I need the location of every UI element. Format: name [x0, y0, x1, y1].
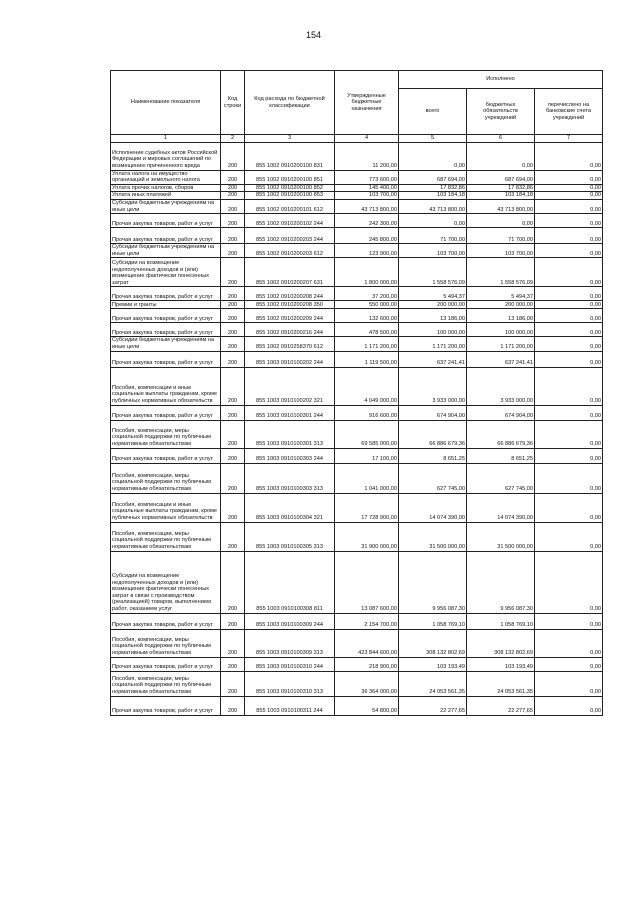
header-row-code: Код строки: [221, 71, 245, 135]
executed-total-cell: 0,00: [399, 214, 467, 228]
executed-obligations-cell: 24 053 561,35: [467, 671, 535, 696]
indicator-name-cell: Субсидии бюджетным учреждениям на иные цели: [111, 244, 221, 258]
executed-total-cell: 627 745,00: [399, 463, 467, 493]
executed-obligations-cell: 17 832,86: [467, 184, 535, 192]
indicator-name-cell: Прочая закупка товаров, работ и услуг: [111, 448, 221, 463]
approved-amount-cell: 11 200,00: [335, 142, 399, 170]
approved-amount-cell: 550 000,00: [335, 301, 399, 309]
indicator-name-cell: Субсидии на возмещение недополученных доходов и (или) возмещение фактически понесенных затрат: [111, 258, 221, 287]
executed-total-cell: 71 700,00: [399, 228, 467, 244]
budget-code-cell: 855 1003 0910100308 811: [245, 551, 335, 613]
executed-total-cell: 5 494,37: [399, 287, 467, 301]
table-row: [111, 522, 603, 551]
budget-code-cell: 855 1002 0910200208 244: [245, 287, 335, 301]
executed-total-cell: 674 904,00: [399, 405, 467, 420]
budget-code-cell: 855 1002 0910200100 851: [245, 170, 335, 184]
indicator-name-cell: Уплата иных платежей: [111, 192, 221, 200]
approved-amount-cell: 43 713 800,00: [335, 199, 399, 213]
column-number: 5: [399, 135, 467, 143]
row-code-cell: 200: [221, 463, 245, 493]
executed-total-cell: 637 241,41: [399, 351, 467, 367]
executed-transferred-cell: 0,00: [535, 337, 603, 351]
table-row: [111, 199, 603, 213]
executed-transferred-cell: 0,00: [535, 142, 603, 170]
table-row: [111, 228, 603, 244]
row-code-cell: 200: [221, 228, 245, 244]
page-number: 154: [305, 30, 322, 40]
executed-obligations-cell: 22 277,65: [467, 696, 535, 715]
executed-obligations-cell: 100 000,00: [467, 323, 535, 337]
executed-transferred-cell: 0,00: [535, 367, 603, 405]
executed-obligations-cell: 627 745,00: [467, 463, 535, 493]
executed-transferred-cell: 0,00: [535, 199, 603, 213]
approved-amount-cell: 103 700,00: [335, 192, 399, 200]
executed-transferred-cell: 0,00: [535, 493, 603, 522]
executed-transferred-cell: 0,00: [535, 463, 603, 493]
row-code-cell: 200: [221, 367, 245, 405]
budget-code-cell: 855 1003 0910100301 244: [245, 405, 335, 420]
row-code-cell: 200: [221, 351, 245, 367]
indicator-name-cell: Субсидии на возмещение недополученных доходов и (или) возмещение фактически понесенных затрат в связи с производством (реализацией) товаров, выполнением работ, оказанием услуг: [111, 551, 221, 613]
table-row: [111, 244, 603, 258]
indicator-name-cell: Прочая закупка товаров, работ и услуг: [111, 228, 221, 244]
column-number: 3: [245, 135, 335, 143]
executed-obligations-cell: 674 904,00: [467, 405, 535, 420]
indicator-name-cell: Прочая закупка товаров, работ и услуг: [111, 613, 221, 629]
executed-total-cell: 103 184,18: [399, 192, 467, 200]
executed-obligations-cell: 9 956 087,30: [467, 551, 535, 613]
row-code-cell: 200: [221, 301, 245, 309]
indicator-name-cell: Уплата налога на имущество организаций и земельного налога: [111, 170, 221, 184]
budget-code-cell: 855 1003 0910100305 313: [245, 522, 335, 551]
executed-obligations-cell: 3 933 000,00: [467, 367, 535, 405]
budget-code-cell: 855 1002 0910258370 612: [245, 337, 335, 351]
indicator-name-cell: Исполнение судебных актов Российской Федерации и мировых соглашений по возмещению причиненного вреда: [111, 142, 221, 170]
row-code-cell: 200: [221, 142, 245, 170]
executed-transferred-cell: 0,00: [535, 228, 603, 244]
row-code-cell: 200: [221, 199, 245, 213]
row-code-cell: 200: [221, 309, 245, 323]
executed-transferred-cell: 0,00: [535, 448, 603, 463]
budget-code-cell: 855 1002 0910200216 244: [245, 323, 335, 337]
executed-transferred-cell: 0,00: [535, 323, 603, 337]
header-transferred: перечислено на банковские счета учреждений: [535, 89, 603, 135]
executed-total-cell: 1 171 200,00: [399, 337, 467, 351]
column-number-row: [111, 135, 603, 143]
executed-transferred-cell: 0,00: [535, 244, 603, 258]
budget-code-cell: 855 1003 0910100202 244: [245, 351, 335, 367]
approved-amount-cell: 1 800 000,00: [335, 258, 399, 287]
table-row: [111, 287, 603, 301]
indicator-name-cell: Прочая закупка товаров, работ и услуг: [111, 309, 221, 323]
executed-obligations-cell: 687 694,00: [467, 170, 535, 184]
table-row: [111, 192, 603, 200]
approved-amount-cell: 54 800,00: [335, 696, 399, 715]
executed-transferred-cell: 0,00: [535, 170, 603, 184]
approved-amount-cell: 17 100,00: [335, 448, 399, 463]
approved-amount-cell: 69 585 000,00: [335, 420, 399, 448]
row-code-cell: 200: [221, 551, 245, 613]
row-code-cell: 200: [221, 323, 245, 337]
executed-total-cell: 200 000,00: [399, 301, 467, 309]
approved-amount-cell: 123 900,00: [335, 244, 399, 258]
column-number: 2: [221, 135, 245, 143]
approved-amount-cell: 1 041 000,00: [335, 463, 399, 493]
executed-total-cell: 9 956 087,30: [399, 551, 467, 613]
column-number: 7: [535, 135, 603, 143]
executed-total-cell: 103 193,49: [399, 657, 467, 671]
row-code-cell: 200: [221, 287, 245, 301]
executed-total-cell: 8 651,25: [399, 448, 467, 463]
executed-obligations-cell: 637 241,41: [467, 351, 535, 367]
table-row: [111, 301, 603, 309]
executed-transferred-cell: 0,00: [535, 184, 603, 192]
approved-amount-cell: 31 900 000,00: [335, 522, 399, 551]
executed-obligations-cell: 200 000,00: [467, 301, 535, 309]
executed-obligations-cell: 103 193,49: [467, 657, 535, 671]
executed-total-cell: 43 713 800,00: [399, 199, 467, 213]
table-row: [111, 170, 603, 184]
table-row: [111, 420, 603, 448]
budget-code-cell: 855 1002 0910200203 244: [245, 228, 335, 244]
budget-code-cell: 855 1002 0910200209 244: [245, 309, 335, 323]
budget-code-cell: 855 1003 0910100301 313: [245, 420, 335, 448]
approved-amount-cell: 1 119 500,00: [335, 351, 399, 367]
executed-transferred-cell: 0,00: [535, 351, 603, 367]
table-row: [111, 551, 603, 613]
executed-transferred-cell: 0,00: [535, 301, 603, 309]
row-code-cell: 200: [221, 657, 245, 671]
executed-transferred-cell: 0,00: [535, 405, 603, 420]
budget-code-cell: 855 1002 0910200102 244: [245, 214, 335, 228]
executed-total-cell: 0,00: [399, 142, 467, 170]
indicator-name-cell: Пособия, компенсации, меры социальной поддержки по публичным нормативным обязательствам: [111, 420, 221, 448]
indicator-name-cell: Уплата прочих налогов, сборов: [111, 184, 221, 192]
executed-obligations-cell: 103 184,18: [467, 192, 535, 200]
header-obligations: бюджетных обязательств учреждений: [467, 89, 535, 135]
executed-obligations-cell: 8 651,25: [467, 448, 535, 463]
table-row: [111, 258, 603, 287]
approved-amount-cell: 2 154 700,00: [335, 613, 399, 629]
approved-amount-cell: 37 200,00: [335, 287, 399, 301]
header-name: Наименование показателя: [111, 71, 221, 135]
indicator-name-cell: Прочая закупка товаров, работ и услуг: [111, 405, 221, 420]
table-row: [111, 657, 603, 671]
column-number: 1: [111, 135, 221, 143]
row-code-cell: 200: [221, 420, 245, 448]
executed-total-cell: 31 500 000,00: [399, 522, 467, 551]
indicator-name-cell: Премии и гранты: [111, 301, 221, 309]
executed-obligations-cell: 31 500 000,00: [467, 522, 535, 551]
header-approved: Утвержденные бюджетные назначения: [335, 71, 399, 135]
row-code-cell: 200: [221, 337, 245, 351]
row-code-cell: 200: [221, 522, 245, 551]
indicator-name-cell: Субсидии бюджетным учреждениям на иные цели: [111, 337, 221, 351]
executed-total-cell: 1 058 769,10: [399, 613, 467, 629]
table-row: [111, 629, 603, 657]
column-number: 6: [467, 135, 535, 143]
approved-amount-cell: 773 600,00: [335, 170, 399, 184]
executed-transferred-cell: 0,00: [535, 657, 603, 671]
budget-code-cell: 855 1003 0910100309 244: [245, 613, 335, 629]
row-code-cell: 200: [221, 214, 245, 228]
table-row: [111, 405, 603, 420]
approved-amount-cell: 36 364 000,00: [335, 671, 399, 696]
executed-obligations-cell: 5 494,37: [467, 287, 535, 301]
executed-obligations-cell: 1 058 769,10: [467, 613, 535, 629]
approved-amount-cell: 145 400,00: [335, 184, 399, 192]
indicator-name-cell: Прочая закупка товаров, работ и услуг: [111, 323, 221, 337]
header-executed: Исполнено: [399, 71, 603, 89]
budget-code-cell: 855 1002 0910200101 612: [245, 199, 335, 213]
executed-total-cell: 13 186,00: [399, 309, 467, 323]
executed-total-cell: 308 132 802,69: [399, 629, 467, 657]
budget-execution-table: [110, 70, 603, 716]
indicator-name-cell: Пособия, компенсации, меры социальной поддержки по публичным нормативным обязательствам: [111, 671, 221, 696]
executed-total-cell: 687 694,00: [399, 170, 467, 184]
budget-code-cell: 855 1003 0910100303 244: [245, 448, 335, 463]
executed-obligations-cell: 308 132 802,69: [467, 629, 535, 657]
executed-total-cell: 17 832,86: [399, 184, 467, 192]
table-row: [111, 214, 603, 228]
executed-transferred-cell: 0,00: [535, 696, 603, 715]
table-row: [111, 309, 603, 323]
budget-code-cell: 855 1003 0910100309 313: [245, 629, 335, 657]
budget-code-cell: 855 1002 0910200100 852: [245, 184, 335, 192]
indicator-name-cell: Пособия, компенсации и иные социальные выплаты гражданам, кроме публичных нормативных обязательств: [111, 367, 221, 405]
executed-obligations-cell: 66 886 679,36: [467, 420, 535, 448]
approved-amount-cell: 1 171 200,00: [335, 337, 399, 351]
row-code-cell: 200: [221, 405, 245, 420]
indicator-name-cell: Прочая закупка товаров, работ и услуг: [111, 287, 221, 301]
indicator-name-cell: Пособия, компенсации и иные социальные выплаты гражданам, кроме публичных нормативных обязательств: [111, 493, 221, 522]
executed-total-cell: 24 053 561,35: [399, 671, 467, 696]
executed-transferred-cell: 0,00: [535, 258, 603, 287]
table-row: [111, 671, 603, 696]
row-code-cell: 200: [221, 184, 245, 192]
header-total: всего: [399, 89, 467, 135]
executed-obligations-cell: 13 186,00: [467, 309, 535, 323]
executed-total-cell: 100 000,00: [399, 323, 467, 337]
executed-obligations-cell: 43 713 800,00: [467, 199, 535, 213]
approved-amount-cell: 423 844 600,00: [335, 629, 399, 657]
indicator-name-cell: Прочая закупка товаров, работ и услуг: [111, 696, 221, 715]
executed-total-cell: 22 277,65: [399, 696, 467, 715]
indicator-name-cell: Прочая закупка товаров, работ и услуг: [111, 214, 221, 228]
budget-code-cell: 855 1002 0910200203 612: [245, 244, 335, 258]
table-row: [111, 337, 603, 351]
row-code-cell: 200: [221, 192, 245, 200]
approved-amount-cell: 242 300,00: [335, 214, 399, 228]
table-row: [111, 367, 603, 405]
executed-obligations-cell: 1 558 576,09: [467, 258, 535, 287]
row-code-cell: 200: [221, 629, 245, 657]
budget-code-cell: 855 1003 0910100310 244: [245, 657, 335, 671]
table-row: [111, 696, 603, 715]
approved-amount-cell: 916 600,00: [335, 405, 399, 420]
budget-code-cell: 855 1002 0910200100 831: [245, 142, 335, 170]
budget-code-cell: 855 1002 0910200207 631: [245, 258, 335, 287]
table-row: [111, 493, 603, 522]
executed-transferred-cell: 0,00: [535, 629, 603, 657]
executed-transferred-cell: 0,00: [535, 671, 603, 696]
executed-transferred-cell: 0,00: [535, 192, 603, 200]
budget-code-cell: 855 1003 0910100304 321: [245, 493, 335, 522]
table-row: [111, 323, 603, 337]
indicator-name-cell: Пособия, компенсации, меры социальной поддержки по публичным нормативным обязательствам: [111, 629, 221, 657]
executed-transferred-cell: 0,00: [535, 551, 603, 613]
indicator-name-cell: Пособия, компенсации, меры социальной поддержки по публичным нормативным обязательствам: [111, 522, 221, 551]
column-number: 4: [335, 135, 399, 143]
table-row: [111, 351, 603, 367]
executed-total-cell: 3 933 000,00: [399, 367, 467, 405]
executed-obligations-cell: 0,00: [467, 214, 535, 228]
budget-code-cell: 855 1003 0910100303 313: [245, 463, 335, 493]
budget-code-cell: 855 1002 0910200100 853: [245, 192, 335, 200]
budget-code-cell: 855 1002 0910200208 350: [245, 301, 335, 309]
executed-transferred-cell: 0,00: [535, 613, 603, 629]
approved-amount-cell: 4 049 000,00: [335, 367, 399, 405]
approved-amount-cell: 478 500,00: [335, 323, 399, 337]
executed-total-cell: 1 558 576,09: [399, 258, 467, 287]
row-code-cell: 200: [221, 244, 245, 258]
budget-code-cell: 855 1003 0910100311 244: [245, 696, 335, 715]
indicator-name-cell: Прочая закупка товаров, работ и услуг: [111, 657, 221, 671]
row-code-cell: 200: [221, 448, 245, 463]
executed-obligations-cell: 1 171 200,00: [467, 337, 535, 351]
budget-code-cell: 855 1003 0910100202 321: [245, 367, 335, 405]
approved-amount-cell: 13 087 600,00: [335, 551, 399, 613]
approved-amount-cell: 245 800,00: [335, 228, 399, 244]
row-code-cell: 200: [221, 671, 245, 696]
executed-obligations-cell: 103 700,00: [467, 244, 535, 258]
table-row: [111, 613, 603, 629]
indicator-name-cell: Прочая закупка товаров, работ и услуг: [111, 351, 221, 367]
executed-total-cell: 14 074 390,00: [399, 493, 467, 522]
executed-obligations-cell: 71 700,00: [467, 228, 535, 244]
executed-transferred-cell: 0,00: [535, 522, 603, 551]
row-code-cell: 200: [221, 696, 245, 715]
table-row: [111, 448, 603, 463]
approved-amount-cell: 218 900,00: [335, 657, 399, 671]
budget-code-cell: 855 1003 0910100310 313: [245, 671, 335, 696]
indicator-name-cell: Субсидии бюджетным учреждениям на иные цели: [111, 199, 221, 213]
approved-amount-cell: 132 600,00: [335, 309, 399, 323]
executed-transferred-cell: 0,00: [535, 214, 603, 228]
executed-total-cell: 103 700,00: [399, 244, 467, 258]
row-code-cell: 200: [221, 613, 245, 629]
header-budget-code: Код расхода по бюджетной классификации: [245, 71, 335, 135]
table-row: [111, 463, 603, 493]
executed-transferred-cell: 0,00: [535, 309, 603, 323]
executed-transferred-cell: 0,00: [535, 420, 603, 448]
executed-transferred-cell: 0,00: [535, 287, 603, 301]
approved-amount-cell: 17 728 900,00: [335, 493, 399, 522]
row-code-cell: 200: [221, 170, 245, 184]
executed-obligations-cell: 0,00: [467, 142, 535, 170]
table-row: [111, 142, 603, 170]
row-code-cell: 200: [221, 493, 245, 522]
table-row: [111, 184, 603, 192]
indicator-name-cell: Пособия, компенсации, меры социальной поддержки по публичным нормативным обязательствам: [111, 463, 221, 493]
row-code-cell: 200: [221, 258, 245, 287]
executed-total-cell: 66 886 679,36: [399, 420, 467, 448]
executed-obligations-cell: 14 074 390,00: [467, 493, 535, 522]
